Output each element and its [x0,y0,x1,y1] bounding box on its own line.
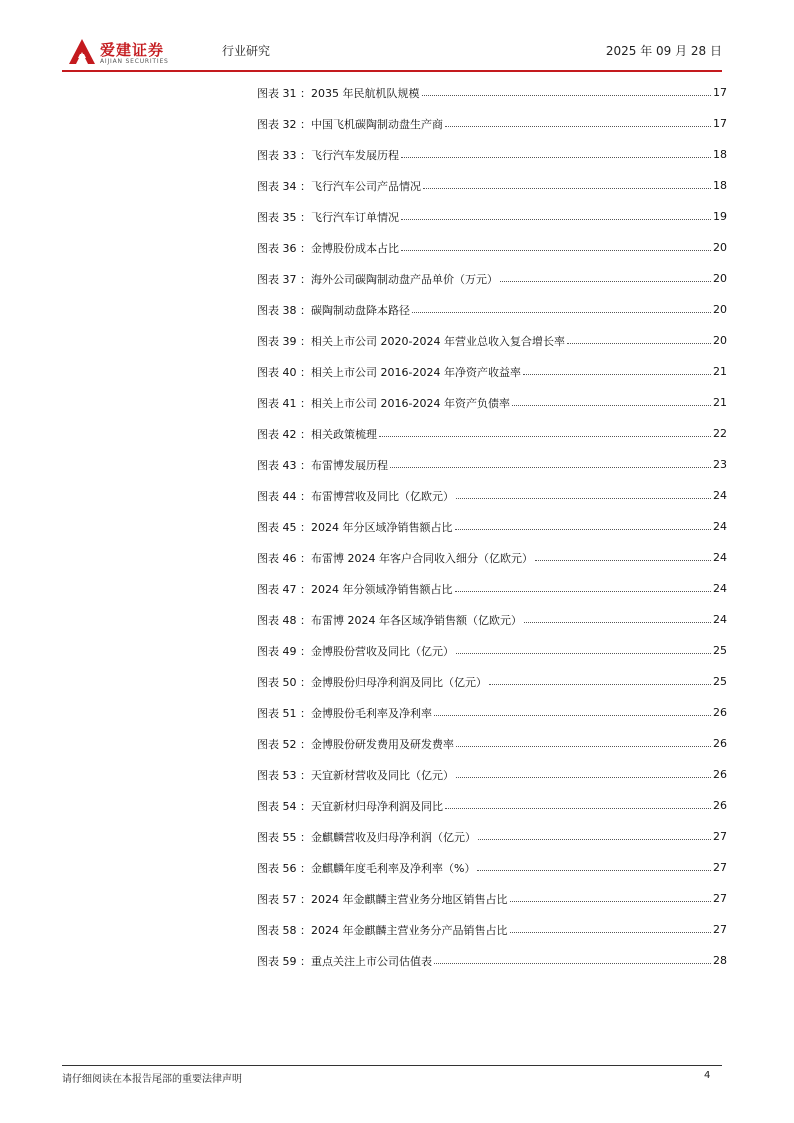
toc-dot-leader [567,343,711,344]
toc-dot-leader [434,963,711,964]
toc-entry-title: 相关上市公司 2016-2024 年净资产收益率 [311,365,521,379]
toc-entry[interactable] [257,573,727,604]
toc-entry[interactable] [257,728,727,759]
toc-entry-title: 布雷博营收及同比（亿欧元） [311,489,454,503]
toc-entry-title: 海外公司碳陶制动盘产品单价（万元） [311,272,498,286]
toc-entry-label: 图表 47 ： [257,582,311,596]
toc-entry-title: 天宜新材营收及同比（亿元） [311,768,454,782]
toc-entry[interactable] [257,883,727,914]
toc-entry-label: 图表 58 ： [257,923,311,937]
brand-logo [68,38,198,68]
toc-entry-title: 金博股份毛利率及净利率 [311,706,432,720]
toc-entry-title: 金博股份营收及同比（亿元） [311,644,454,658]
toc-entry-label: 图表 54 ： [257,799,311,813]
toc-dot-leader [379,436,711,437]
toc-entry-title: 中国飞机碳陶制动盘生产商 [311,117,443,131]
toc-entry-label: 图表 56 ： [257,861,311,875]
toc-entry-label: 图表 50 ： [257,675,311,689]
toc-entry-page: 24 [713,520,727,533]
toc-entry-label: 图表 59 ： [257,954,311,968]
toc-entry-page: 18 [713,148,727,161]
toc-dot-leader [422,95,712,96]
toc-entry[interactable] [257,852,727,883]
footer-divider [62,1065,722,1066]
toc-entry-label: 图表 32 ： [257,117,311,131]
toc-entry[interactable] [257,759,727,790]
toc-entry[interactable] [257,697,727,728]
toc-entry-label: 图表 33 ： [257,148,311,162]
toc-entry[interactable] [257,542,727,573]
toc-entry[interactable] [257,294,727,325]
toc-entry-title: 布雷博 2024 年客户合同收入细分（亿欧元） [311,551,533,565]
toc-entry-label: 图表 31 ： [257,86,311,100]
toc-entry-page: 26 [713,799,727,812]
toc-entry-page: 17 [713,117,727,130]
toc-entry[interactable] [257,170,727,201]
toc-entry[interactable] [257,790,727,821]
toc-entry-page: 20 [713,272,727,285]
legal-notice: 请仔细阅读在本报告尾部的重要法律声明 [62,1074,242,1085]
toc-entry-page: 20 [713,241,727,254]
toc-entry-title: 布雷博发展历程 [311,458,388,472]
toc-entry[interactable] [257,449,727,480]
toc-dot-leader [434,715,711,716]
toc-entry-label: 图表 41 ： [257,396,311,410]
toc-entry-page: 18 [713,179,727,192]
toc-entry[interactable] [257,356,727,387]
toc-entry-title: 相关上市公司 2020-2024 年营业总收入复合增长率 [311,334,565,348]
brand-name-en: AIJIAN SECURITIES [100,58,169,65]
toc-entry-page: 26 [713,768,727,781]
toc-dot-leader [455,591,712,592]
toc-dot-leader [500,281,711,282]
brand-logo-icon [68,38,96,66]
toc-entry-title: 2035 年民航机队规模 [311,86,420,100]
toc-entry-label: 图表 43 ： [257,458,311,472]
toc-entry-title: 重点关注上市公司估值表 [311,954,432,968]
toc-entry-page: 26 [713,737,727,750]
toc-dot-leader [477,870,711,871]
toc-entry-title: 金博股份归母净利润及同比（亿元） [311,675,487,689]
toc-entry-title: 2024 年分领域净销售额占比 [311,582,453,596]
toc-dot-leader [456,777,711,778]
toc-entry-title: 天宜新材归母净利润及同比 [311,799,443,813]
toc-dot-leader [523,374,711,375]
toc-entry[interactable] [257,387,727,418]
toc-entry[interactable] [257,418,727,449]
toc-entry-page: 24 [713,582,727,595]
page-number: 4 [704,1070,711,1081]
toc-dot-leader [489,684,711,685]
toc-entry-label: 图表 36 ： [257,241,311,255]
toc-dot-leader [535,560,711,561]
toc-entry-page: 22 [713,427,727,440]
report-section: 行业研究 [222,44,271,58]
toc-entry-title: 2024 年金麒麟主营业务分地区销售占比 [311,892,508,906]
toc-entry[interactable] [257,511,727,542]
toc-entry-title: 2024 年金麒麟主营业务分产品销售占比 [311,923,508,937]
toc-dot-leader [401,219,711,220]
toc-entry[interactable] [257,480,727,511]
toc-entry-label: 图表 35 ： [257,210,311,224]
toc-entry[interactable] [257,232,727,263]
toc-entry-page: 25 [713,644,727,657]
toc-entry-label: 图表 39 ： [257,334,311,348]
toc-entry[interactable] [257,325,727,356]
toc-entry[interactable] [257,635,727,666]
toc-dot-leader [390,467,711,468]
toc-entry-label: 图表 52 ： [257,737,311,751]
toc-entry-page: 25 [713,675,727,688]
toc-entry-page: 19 [713,210,727,223]
toc-entry-page: 27 [713,830,727,843]
toc-dot-leader [512,405,711,406]
toc-entry-label: 图表 44 ： [257,489,311,503]
toc-entry-page: 23 [713,458,727,471]
toc-entry[interactable] [257,604,727,635]
toc-entry-page: 21 [713,396,727,409]
toc-entry-label: 图表 51 ： [257,706,311,720]
toc-entry[interactable] [257,821,727,852]
toc-dot-leader [445,808,711,809]
toc-dot-leader [445,126,711,127]
toc-entry-page: 27 [713,892,727,905]
toc-entry-label: 图表 57 ： [257,892,311,906]
table-of-figures [257,77,727,976]
toc-entry[interactable] [257,77,727,108]
toc-dot-leader [510,932,712,933]
toc-dot-leader [478,839,711,840]
toc-entry-title: 相关政策梳理 [311,427,377,441]
toc-entry-label: 图表 38 ： [257,303,311,317]
toc-entry-title: 金麒麟营收及归母净利润（亿元） [311,830,476,844]
toc-entry-label: 图表 55 ： [257,830,311,844]
toc-dot-leader [524,622,711,623]
toc-entry-title: 碳陶制动盘降本路径 [311,303,410,317]
toc-entry[interactable] [257,139,727,170]
toc-entry-page: 20 [713,334,727,347]
toc-entry-title: 金麒麟年度毛利率及净利率（%） [311,861,476,875]
toc-entry-label: 图表 40 ： [257,365,311,379]
toc-entry-page: 27 [713,923,727,936]
toc-entry-page: 20 [713,303,727,316]
toc-entry[interactable] [257,666,727,697]
toc-dot-leader [423,188,711,189]
toc-entry-title: 布雷博 2024 年各区域净销售额（亿欧元） [311,613,522,627]
toc-entry[interactable] [257,201,727,232]
toc-entry-label: 图表 48 ： [257,613,311,627]
toc-entry-label: 图表 45 ： [257,520,311,534]
header-divider [62,70,722,72]
toc-entry-page: 24 [713,551,727,564]
toc-entry-label: 图表 37 ： [257,272,311,286]
toc-entry-title: 金博股份研发费用及研发费率 [311,737,454,751]
toc-entry-title: 2024 年分区域净销售额占比 [311,520,453,534]
toc-entry[interactable] [257,108,727,139]
toc-dot-leader [412,312,711,313]
toc-entry-label: 图表 46 ： [257,551,311,565]
toc-dot-leader [455,529,712,530]
toc-entry-title: 金博股份成本占比 [311,241,399,255]
toc-entry[interactable] [257,914,727,945]
toc-dot-leader [456,498,711,499]
toc-dot-leader [510,901,712,902]
page-header [62,34,722,70]
toc-entry-page: 27 [713,861,727,874]
toc-dot-leader [401,250,711,251]
toc-entry-title: 飞行汽车公司产品情况 [311,179,421,193]
toc-dot-leader [456,746,711,747]
toc-entry-label: 图表 49 ： [257,644,311,658]
toc-entry[interactable] [257,263,727,294]
toc-entry-label: 图表 42 ： [257,427,311,441]
toc-entry-page: 21 [713,365,727,378]
toc-entry-page: 17 [713,86,727,99]
toc-entry-title: 飞行汽车订单情况 [311,210,399,224]
brand-name-cn: 爱建证券 [100,41,165,59]
report-date: 2025 年 09 月 28 日 [605,44,722,58]
toc-entry-title: 飞行汽车发展历程 [311,148,399,162]
toc-entry[interactable] [257,945,727,976]
toc-entry-page: 24 [713,489,727,502]
toc-entry-label: 图表 53 ： [257,768,311,782]
toc-dot-leader [456,653,711,654]
toc-entry-title: 相关上市公司 2016-2024 年资产负债率 [311,396,510,410]
toc-entry-page: 28 [713,954,727,967]
toc-dot-leader [401,157,711,158]
toc-entry-page: 24 [713,613,727,626]
toc-entry-label: 图表 34 ： [257,179,311,193]
toc-entry-page: 26 [713,706,727,719]
